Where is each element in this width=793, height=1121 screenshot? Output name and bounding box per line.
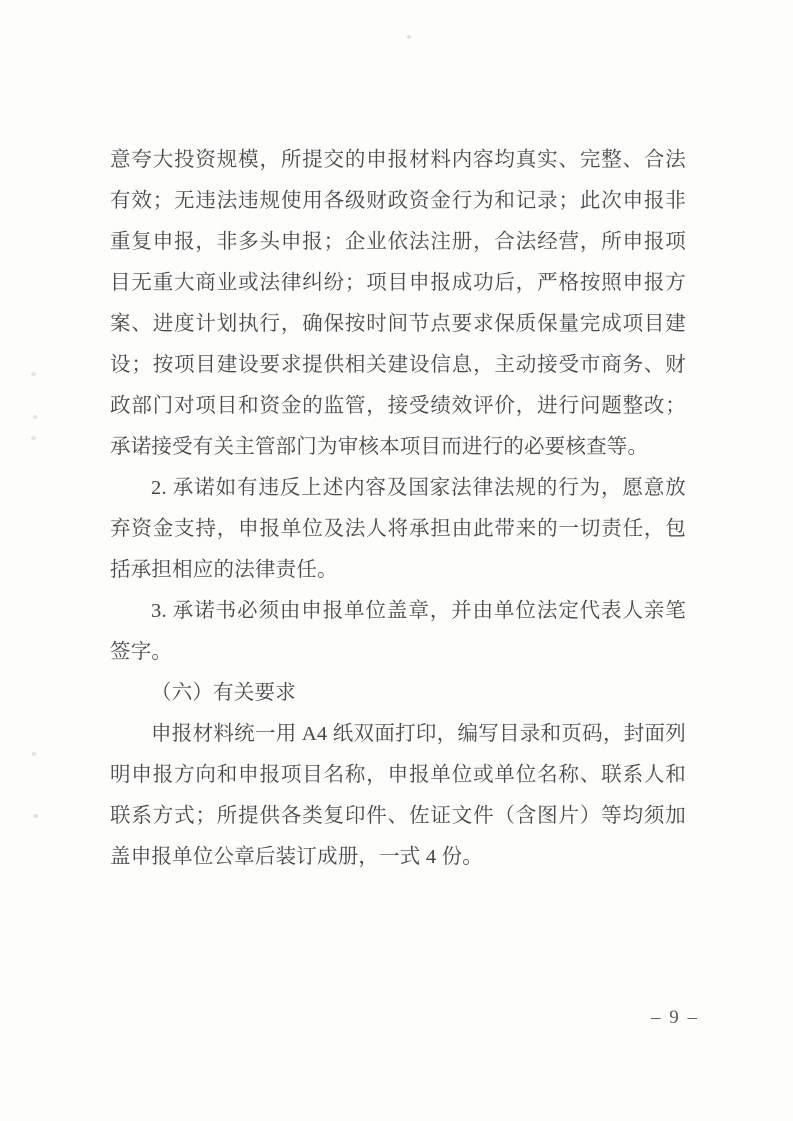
scan-artifact [31,372,36,376]
body-paragraph-continuation: 意夸大投资规模，所提交的申报材料内容均真实、完整、合法有效；无违法违规使用各级财政资金行为和记录；此次申报非重复申报，非多头申报；企业依法注册，合法经营，所申报项目无重大商业或法律纠纷；项目申报成功后，严格按照申报方案、进度计划执行，确保按时间节点要求保质保量完成项目建设；按项目建设要求提供相关建设信息，主动接受市商务、财政部门对项目和资金的监管，接受绩效评价，进行问题整改；承诺接受有关主管部门为审核本项目而进行的必要核查等。 [110,149,686,458]
document-body [110,140,686,878]
scan-artifact [31,436,36,440]
scan-artifact [32,752,36,756]
scan-artifact [407,35,411,39]
body-paragraph-item-3: 3. 承诺书必须由申报单位盖章，并由单位法定代表人亲笔签字。 [110,600,686,663]
section-heading-six: （六）有关要求 [151,682,296,704]
body-paragraph-requirements: 申报材料统一用 A4 纸双面打印，编写目录和页码，封面列明申报方向和申报项目名称，申报单位或单位名称、联系人和联系方式；所提供各类复印件、佐证文件（含图片）等均须加盖申报单位公章后装订成册，一式 4 份。 [110,723,686,868]
scan-artifact [33,814,38,818]
body-paragraph-item-2: 2. 承诺如有违反上述内容及国家法律法规的行为，愿意放弃资金支持，申报单位及法人将承担由此带来的一切责任，包括承担相应的法律责任。 [110,477,686,581]
page-number: – 9 – [651,1007,699,1028]
scan-artifact [33,415,37,419]
